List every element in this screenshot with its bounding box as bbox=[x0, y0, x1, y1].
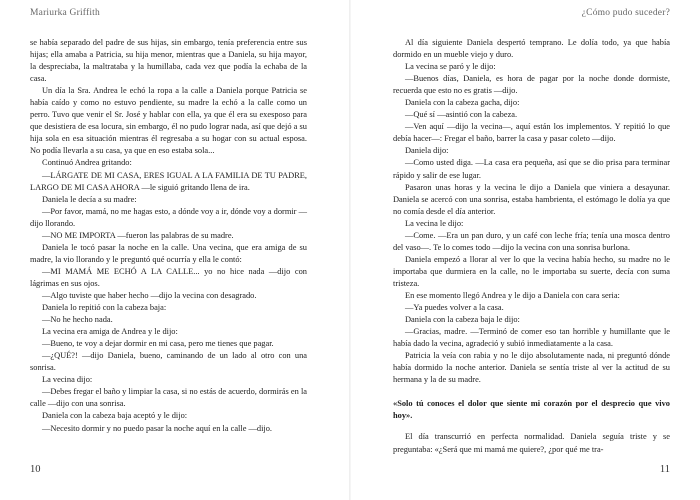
paragraph: En ese momento llegó Andrea y le dijo a Daniela con cara seria: bbox=[405, 290, 620, 300]
right-page-body bbox=[393, 37, 670, 456]
paragraph: —Come. —Era un pan duro, y un café con leche fría; tenía una mosca dentro del vaso—. Te lo comes todo —dijo la vecina con una sonrisa burlona. bbox=[393, 230, 670, 252]
paragraph: Daniela con la cabeza gacha, dijo: bbox=[405, 98, 520, 108]
running-head-title: ¿Cómo pudo suceder? bbox=[581, 8, 670, 18]
paragraph: Pasaron unas horas y la vecina le dijo a Daniela que viniera a desayunar. Daniela se acercó con una sonrisa, estaba hambrienta, el estómago le dolía ya que no comía desde el día anterior. bbox=[393, 182, 670, 216]
paragraph: —Por favor, mamá, no me hagas esto, a dónde voy a ir, dónde voy a dormir —dijo llorando. bbox=[30, 206, 307, 228]
paragraph: Al día siguiente Daniela despertó temprano. Le dolía todo, ya que había dormido en un mueble viejo y duro. bbox=[393, 38, 670, 60]
paragraph: Daniela dijo: bbox=[405, 146, 449, 156]
paragraph: Daniela le decía a su madre: bbox=[42, 194, 137, 204]
paragraph: Daniela con la cabeza baja aceptó y le dijo: bbox=[42, 411, 188, 421]
paragraph: —Ya puedes volver a la casa. bbox=[405, 303, 504, 313]
right-page bbox=[350, 0, 700, 500]
paragraph: Continuó Andrea gritando: bbox=[42, 158, 132, 168]
paragraph: Daniela lo repitió con la cabeza baja: bbox=[42, 303, 167, 313]
paragraph: —Algo tuviste que haber hecho —dijo la vecina con desagrado. bbox=[42, 290, 257, 300]
paragraph: —Como usted diga. —La casa era pequeña, así que se dio prisa para terminar rápido y salir de ese lugar. bbox=[393, 158, 670, 180]
pull-quote: «Solo tú conoces el dolor que siente mi corazón por el desprecio que vivo hoy». bbox=[393, 399, 670, 421]
page-number: 10 bbox=[30, 464, 41, 475]
paragraph: Daniela le tocó pasar la noche en la calle. Una vecina, que era amiga de su madre, la vio llorando y le preguntó qué ocurría y ella le contó: bbox=[30, 242, 307, 264]
paragraph: —Necesito dormir y no puedo pasar la noche aquí en la calle —dijo. bbox=[42, 423, 273, 433]
paragraph: —LÁRGATE DE MI CASA, ERES IGUAL A LA FAMILIA DE TU PADRE, LARGO DE MI CASA AHORA —le siguió gritando llena de ira. bbox=[30, 170, 307, 192]
paragraph: —Buenos días, Daniela, es hora de pagar por la noche donde dormiste, recuerda que esto no es gratis —dijo. bbox=[393, 74, 670, 96]
paragraph: La vecina le dijo: bbox=[405, 218, 464, 228]
left-page-body bbox=[30, 37, 307, 435]
paragraph: —Debes fregar el baño y limpiar la casa, si no estás de acuerdo, dormirás en la calle —dijo con una sonrisa. bbox=[30, 387, 307, 409]
paragraph: —Qué sí —asintió con la cabeza. bbox=[405, 110, 518, 120]
paragraph: Daniela con la cabeza baja le dijo: bbox=[405, 315, 520, 325]
paragraph: —Gracias, madre. —Terminó de comer eso tan horrible y humillante que le había dado la vecina, agradeció y subió inmediatamente a la casa. bbox=[393, 327, 670, 349]
paragraph: El día transcurrió en perfecta normalidad. Daniela seguía triste y se preguntaba: «¿Será que mi mamá me quiere?, ¿por qué me tra- bbox=[393, 432, 670, 454]
running-head-author: Mariurka Griffith bbox=[30, 8, 100, 18]
paragraph: —Bueno, te voy a dejar dormir en mi casa, pero me tienes que pagar. bbox=[42, 339, 274, 349]
paragraph: —Ven aquí —dijo la vecina—, aquí están los implementos. Y repitió lo que debía hacer—: Fregar el baño, barrer la casa y pasar coleto —dijo. bbox=[393, 122, 670, 144]
paragraph: Un día la Sra. Andrea le echó la ropa a la calle a Daniela porque Patricia se había caído y como no estuvo pendiente, su madre la echó a la calle como un perro. Tuvo que venir el Sr. José y hablar con ella, ya que él era su exesposo para que desistiera de esa locura, sin embargo, él no pudo lograr nada, así que dejó a su hija sola en esa situación mientras él regresaba a su hogar con su actual esposa. No podía llevarla a su casa, ya que en eso estaba sola... bbox=[30, 86, 307, 156]
paragraph: La vecina dijo: bbox=[42, 375, 93, 385]
paragraph: —NO ME IMPORTA —fueron las palabras de su madre. bbox=[42, 230, 234, 240]
paragraph: —No he hecho nada. bbox=[42, 315, 113, 325]
paragraph: La vecina era amiga de Andrea y le dijo: bbox=[42, 327, 178, 337]
paragraph: —¿QUÉ?! —dijo Daniela, bueno, caminando de un lado al otro con una sonrisa. bbox=[30, 351, 307, 373]
paragraph: —MI MAMÁ ME ECHÓ A LA CALLE... yo no hice nada —dijo con lágrimas en sus ojos. bbox=[30, 266, 307, 288]
page-number: 11 bbox=[659, 464, 670, 475]
paragraph: Patricia la veía con rabia y no le dijo absolutamente nada, ni preguntó dónde había dormido la noche anterior. Daniela se sentía triste al ver la actitud de su hermana y la de su madre. bbox=[393, 351, 670, 385]
paragraph: se había separado del padre de sus hijas, sin embargo, tenía preferencia entre sus hijas; ella amaba a Patricia, su hija menor, mientras que a Daniela, su hija mayor, la despreciaba, la maltrataba y la humillaba, cada vez que podía la echaba de la casa. bbox=[30, 38, 307, 84]
paragraph: La vecina se paró y le dijo: bbox=[405, 62, 496, 72]
paragraph: Daniela empezó a llorar al ver lo que la vecina había hecho, su madre no le importaba que durmiera en la calle, no le importaba su suerte, decía con suma tristeza. bbox=[393, 254, 670, 288]
